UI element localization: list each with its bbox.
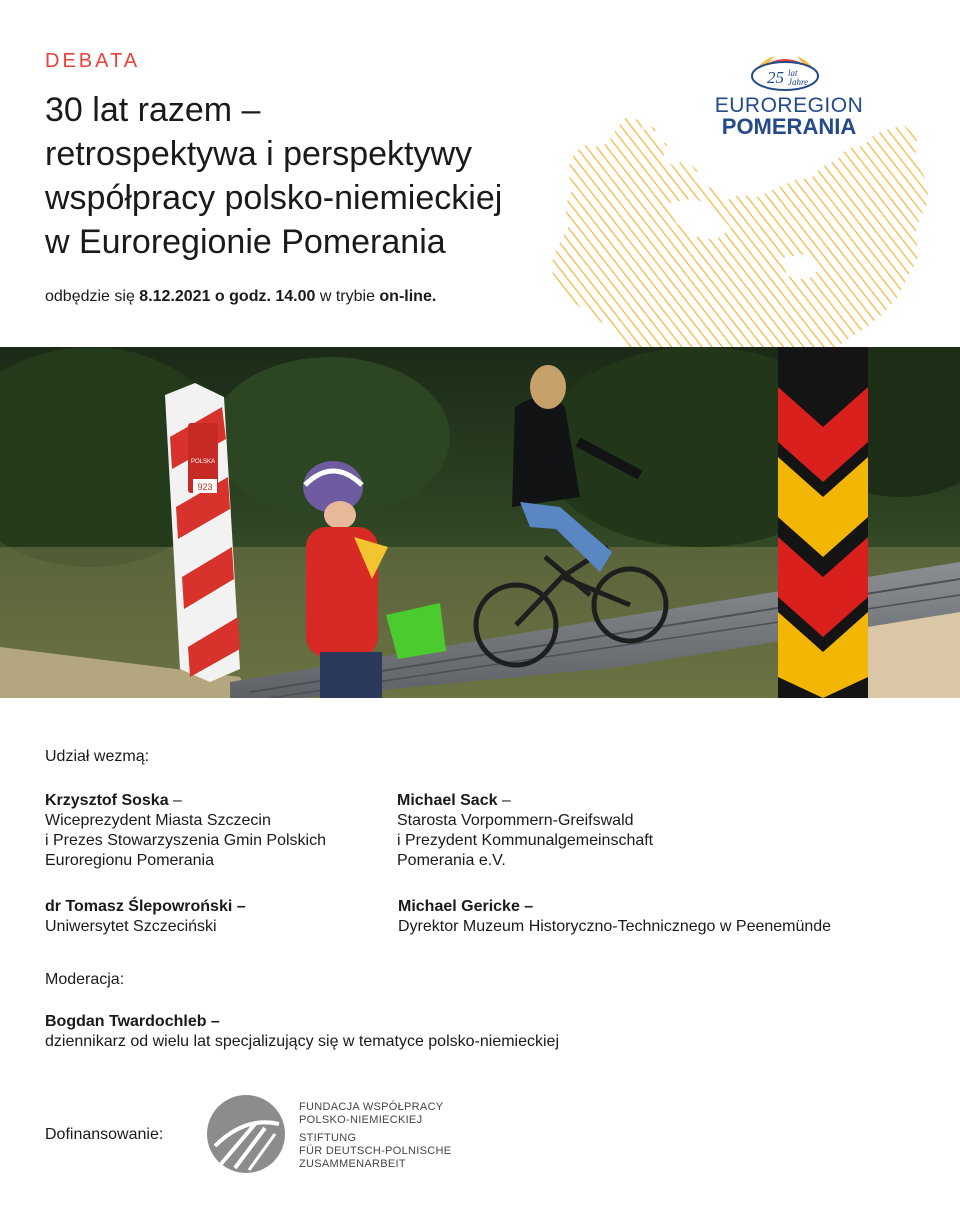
- participant-name: Michael Gericke: [398, 898, 520, 915]
- participant-role: Starosta Vorpommern-Greifswald: [397, 812, 634, 829]
- moderator-card: [45, 1012, 559, 1052]
- post-plate-country: POLSKA: [190, 459, 216, 465]
- funding-label: Dofinansowanie:: [45, 1126, 164, 1143]
- participants-label: Udział wezmą:: [45, 748, 150, 765]
- logo-euroregion-text: EUROREGION: [714, 94, 864, 117]
- event-mode: on-line.: [379, 288, 437, 305]
- title-line: 30 lat razem –: [45, 91, 261, 129]
- funder-bridge-icon: [205, 1094, 287, 1174]
- participant-card: [45, 897, 246, 937]
- event-title: [45, 88, 565, 264]
- event-date-line: [45, 288, 436, 306]
- participant-dash: –: [168, 792, 182, 809]
- participant-role: i Prezydent Kommunalgemeinschaft: [397, 832, 654, 849]
- funder-name: [299, 1101, 451, 1171]
- title-line: w Euroregionie Pomerania: [45, 223, 446, 261]
- participant-name: Krzysztof Soska: [45, 792, 169, 809]
- funder-line: STIFTUNG: [299, 1132, 357, 1144]
- moderator-role: dziennikarz od wielu lat specjalizujący się w tematyce polsko-niemieckiej: [45, 1033, 559, 1050]
- participant-role: Dyrektor Muzeum Historyczno-Technicznego w Peenemünde: [398, 918, 832, 935]
- moderation-label: Moderacja:: [45, 971, 125, 988]
- title-line: retrospektywa i perspektywy: [45, 135, 473, 173]
- logo-pomerania-text: POMERANIA: [721, 114, 857, 139]
- funder-line: FUNDACJA WSPÓŁPRACY: [299, 1101, 444, 1113]
- participant-role: i Prezes Stowarzyszenia Gmin Polskich: [45, 832, 326, 849]
- event-type-label: DEBATA: [45, 50, 141, 72]
- funder-line: POLSKO-NIEMIECKIEJ: [299, 1114, 423, 1126]
- moderator-dash: –: [206, 1013, 220, 1030]
- participant-role: Wiceprezydent Miasta Szczecin: [45, 812, 271, 829]
- mode-prefix: w trybie: [315, 288, 380, 305]
- border-photo: [0, 347, 960, 698]
- funder-line: ZUSAMMENARBEIT: [299, 1158, 406, 1170]
- german-border-post: [778, 347, 868, 698]
- euroregion-badge-icon: [747, 50, 823, 94]
- participant-role: Pomerania e.V.: [397, 852, 506, 869]
- funder-line: FÜR DEUTSCH-POLNISCHE: [299, 1145, 452, 1157]
- participant-role: Euroregionu Pomerania: [45, 852, 214, 869]
- participant-name: dr Tomasz Ślepowroński: [45, 898, 233, 915]
- participant-dash: –: [232, 898, 246, 915]
- participant-role: Uniwersytet Szczeciński: [45, 918, 217, 935]
- badge-jahre: Jahre: [788, 77, 809, 87]
- post-plate-number: 923: [197, 482, 213, 492]
- badge-number: 25: [767, 68, 784, 87]
- participant-card: [45, 791, 326, 871]
- euroregion-logo: [705, 50, 875, 140]
- event-datetime: 8.12.2021 o godz. 14.00: [139, 288, 316, 305]
- participant-dash: –: [497, 792, 511, 809]
- participant-card: [398, 897, 831, 937]
- participant-dash: –: [519, 898, 534, 915]
- badge-lat: lat: [788, 68, 798, 78]
- moderator-name: Bogdan Twardochleb: [45, 1013, 207, 1030]
- title-line: współpracy polsko-niemieckiej: [45, 179, 503, 217]
- participant-name: Michael Sack: [397, 792, 498, 809]
- participant-card: [397, 791, 653, 871]
- date-prefix: odbędzie się: [45, 288, 140, 305]
